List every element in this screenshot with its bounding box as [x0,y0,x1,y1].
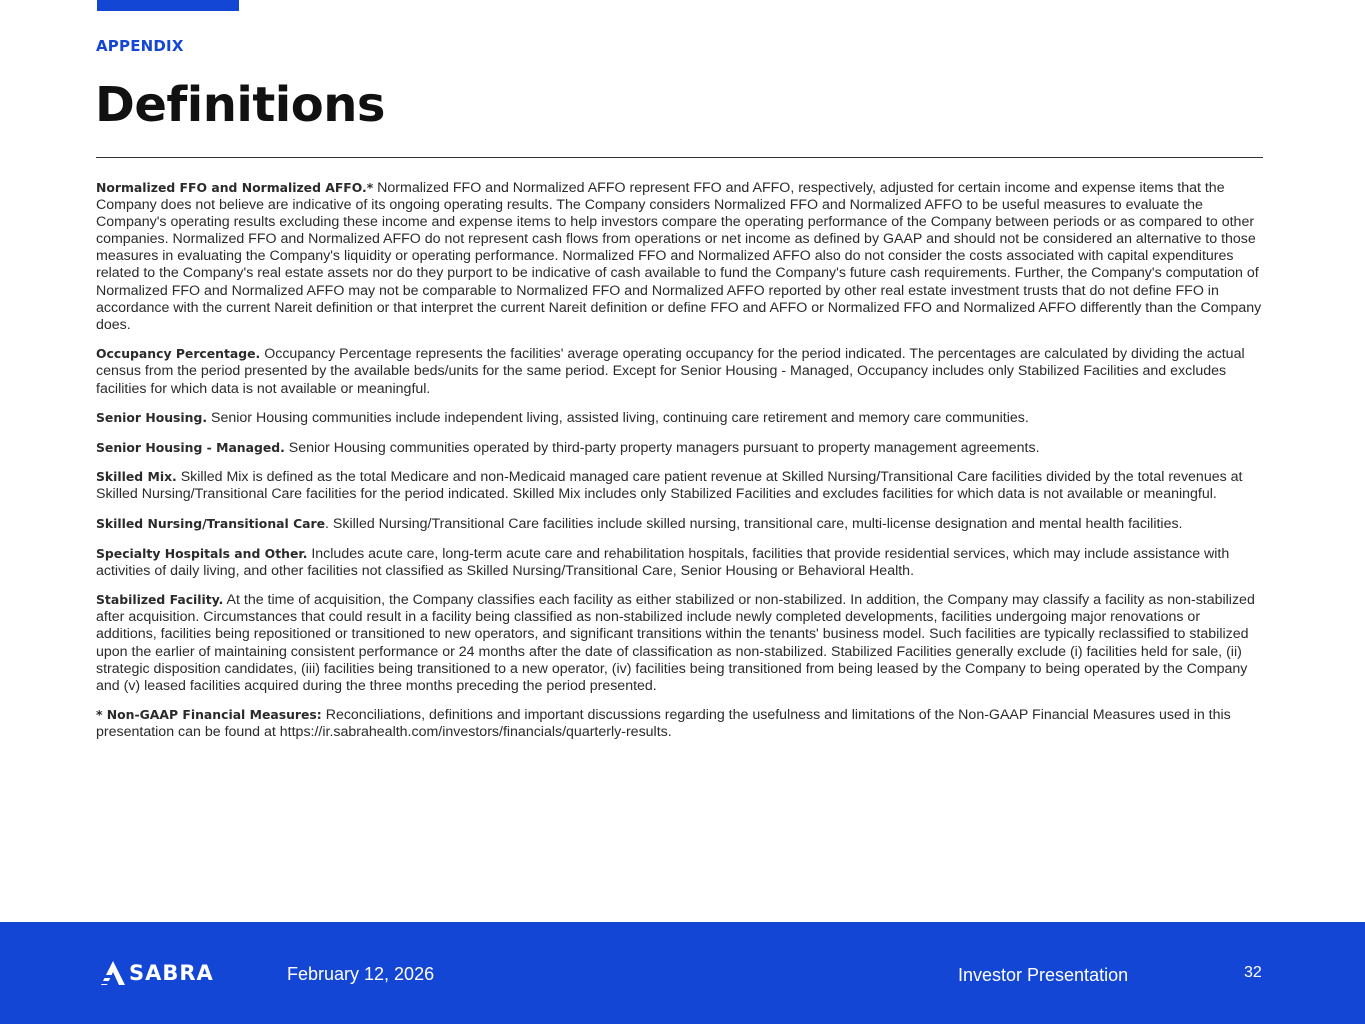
definition-skilled-nursing [96,515,1264,533]
definition-senior-housing [96,409,1264,427]
section-label: APPENDIX [96,37,184,55]
logo-wordmark: SABRA [129,961,214,985]
definition-text: Occupancy Percentage represents the facilities' average operating occupancy for the period indicated. The percentages are calculated by dividing the actual census from the period presented by the available beds/units for the same period. Except for Senior Housing - Managed, Occupancy includes only Stabilized Facilities and excludes facilities for which data is not available or meaningful. [96,346,1245,397]
definition-text: Senior Housing communities include independent living, assisted living, continuing care retirement and memory care communities. [207,410,1029,427]
title-divider [96,157,1263,158]
definition-specialty-hospitals [96,545,1264,580]
definition-skilled-mix [96,468,1264,503]
footer-date: February 12, 2026 [287,964,435,984]
definition-term: Occupancy Percentage. [96,346,261,362]
definitions-list [96,179,1264,753]
definition-text: Reconciliations, definitions and important discussions regarding the usefulness and limitations of the Non-GAAP Financial Measures used in this presentation can be found at https://ir.sabrahealth.com/investors/financials/quarterly-results. [96,707,1231,741]
sabra-mark-icon [100,960,126,986]
definition-occupancy-percentage [96,345,1264,397]
definition-term: Normalized FFO and Normalized AFFO.* [96,180,374,195]
definition-senior-housing-managed [96,439,1264,457]
definition-text: Senior Housing communities operated by third-party property managers pursuant to property management agreements. [284,439,1040,456]
definition-text: Normalized FFO and Normalized AFFO represent FFO and AFFO, respectively, adjusted for certain income and expense items that the Company does not believe are indicative of its ongoing operating results. The Company considers Normalized FFO and Normalized AFFO to be useful measures to evaluate the Company's operating results excluding these income and expense items to help investors compare the operating performance of the Company between periods or as compared to other companies. Normalized FFO and Normalized AFFO do not represent cash flows from operations or net income as defined by GAAP and should not be considered an alternative to those measures in evaluating the Company's liquidity or operating performance. Normalized FFO and Normalized AFFO also do not consider the costs associated with capital expenditures related to the Company's real estate assets nor do they purport to be indicative of cash available to fund the Company's future cash requirements. Further, the Company's computation of Normalized FFO and Normalized AFFO may not be comparable to Normalized FFO and Normalized AFFO reported by other real estate investment trusts that do not define FFO in accordance with the current Nareit definition or that interpret the current Nareit definition or define FFO and AFFO or Normalized FFO and Normalized AFFO differently than the Company does. [96,180,1262,333]
page-title: Definitions [95,77,385,133]
definition-non-gaap-note [96,706,1264,741]
definition-term: Specialty Hospitals and Other. [96,545,308,561]
footer-presentation-name: Investor Presentation [958,965,1129,985]
definition-term: Skilled Mix. [96,469,177,485]
definition-normalized-ffo-affo [96,179,1264,334]
definition-text: Skilled Mix is defined as the total Medicare and non-Medicaid managed care patient revenue at Skilled Nursing/Transitional Care facilities divided by the total revenues at Skilled Nursing/Transitional Care facilities for the period indicated. Skilled Mix includes only Stabilized Facilities and excludes facilities for which data is not available or meaningful. [96,469,1243,503]
sabra-logo [100,960,214,986]
definition-text: . Skilled Nursing/Transitional Care facilities include skilled nursing, transitional care, multi-license designation and mental health facilities. [325,516,1183,532]
definition-text: Includes acute care, long-term acute care and rehabilitation hospitals, facilities that provide residential services, which may include assistance with activities of daily living, and other facilities not classified as Skilled Nursing/Transitional Care, Senior Housing or Behavioral Health. [96,545,1230,579]
definition-term: Senior Housing - Managed. [96,439,285,455]
definition-term: Skilled Nursing/Transitional Care [96,516,326,531]
top-accent-bar [97,0,239,11]
footer-bar [0,922,1365,1024]
definition-term: * Non-GAAP Financial Measures: [96,707,322,723]
definition-term: Senior Housing. [96,410,208,426]
definition-term: Stabilized Facility. [96,592,224,608]
definition-text: At the time of acquisition, the Company classifies each facility as either stabilized or non-stabilized. In addition, the Company may classify a facility as non-stabilized after acquisition. Circumstances that could result in a facility being classified as non-stabilized include newly completed developments, facilities undergoing major renovations or additions, facilities being repositioned or transitioned to new operators, and significant transitions within the tenants' business model. Such facilities are typically reclassified to stabilized upon the earlier of maintaining consistent performance or 24 months after the date of classification as non-stabilized. Stabilized Facilities generally exclude (i) facilities held for sale, (ii) strategic disposition candidates, (iii) facilities being transitioned to a new operator, (iv) facilities being transitioned from being leased by the Company to being operated by the Company and (v) leased facilities acquired during the three months preceding the period presented. [96,592,1255,694]
definition-stabilized-facility [96,591,1264,695]
page-number: 32 [1244,964,1262,981]
